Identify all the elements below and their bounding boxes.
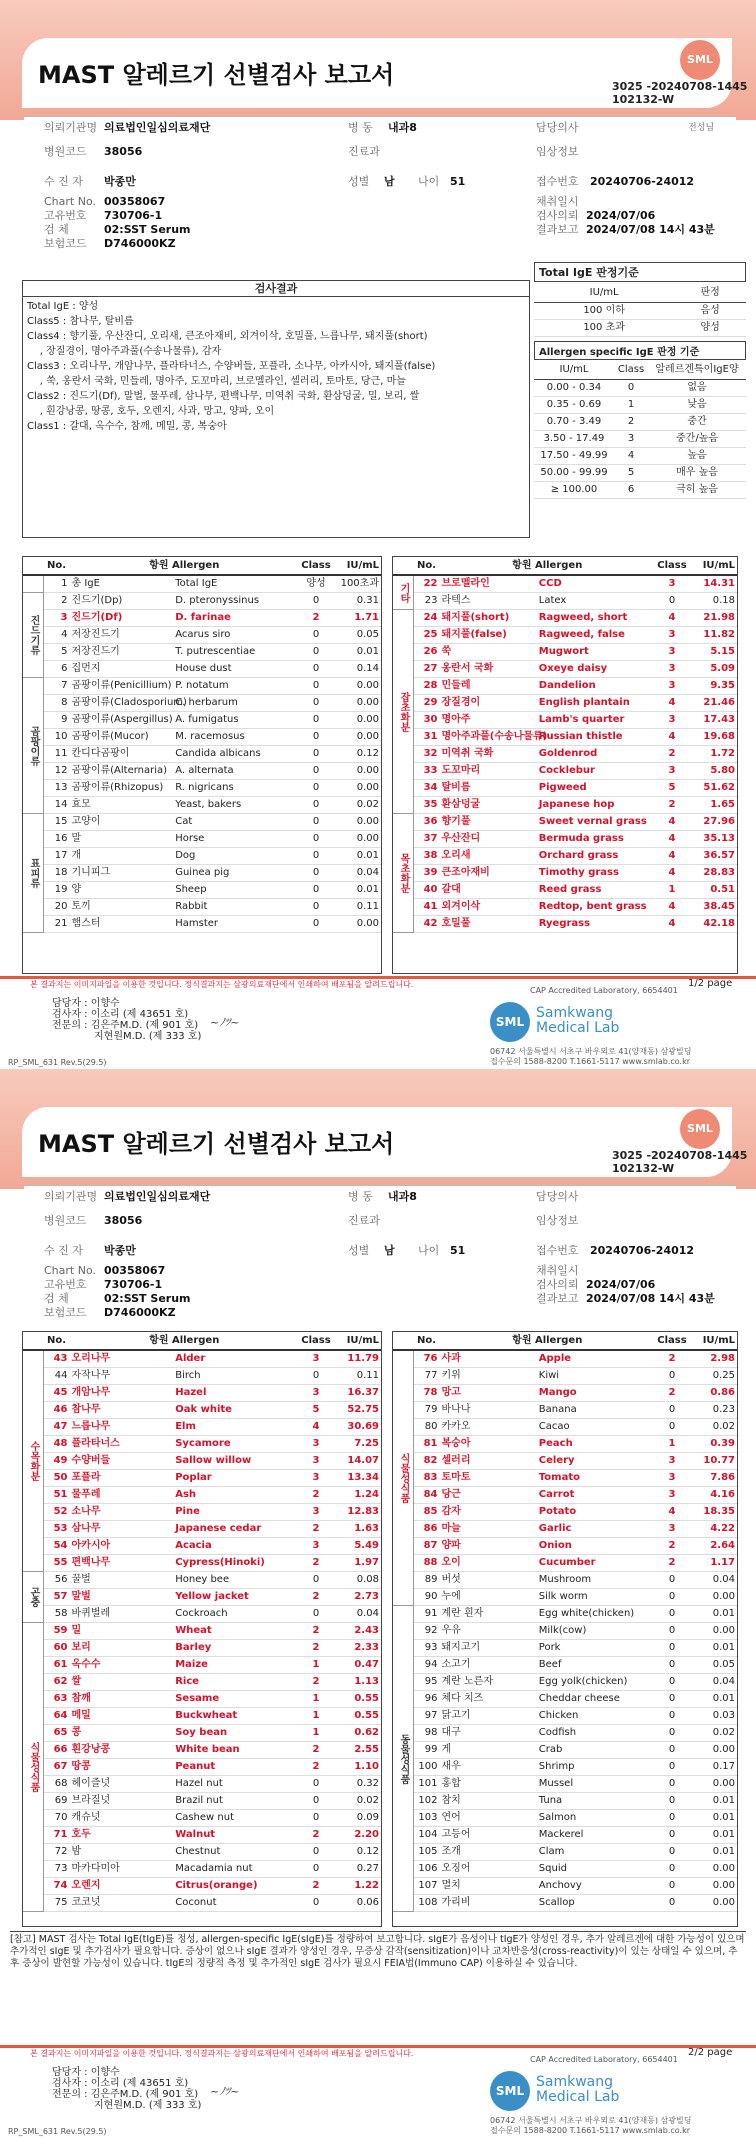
summary-line: Class4 : 향기풀, 우산잔디, 오리새, 큰조아재비, 외겨이삭, 호밀풀, 느릅나무, 돼지풀(short)	[27, 331, 428, 342]
allergen-row: 98 대구 Codfish 0 0.02	[393, 1725, 737, 1742]
allergen-row: 표피류 15 고양이 Cat 0 0.00	[23, 814, 381, 831]
allergen-row: 92 우유 Milk(cow) 0 0.00	[393, 1623, 737, 1640]
allergen-row: 65 콩 Soy bean 1 0.62	[23, 1725, 381, 1742]
allergen-row: 34 탈비름 Pigweed 5 51.62	[393, 780, 737, 797]
allergen-row: 46 참나무 Oak white 5 52.75	[23, 1402, 381, 1419]
institution: 의료법인일심의료재단	[104, 121, 211, 134]
allergen-row: 11 칸디다곰팡이 Candida albicans 0 0.12	[23, 746, 381, 763]
allergen-row: 97 닭고기 Chicken 0 0.03	[393, 1708, 737, 1725]
allergen-row: 81 복숭아 Peach 1 0.39	[393, 1436, 737, 1453]
allergen-row: 12 곰팡이류(Alternaria) A. alternata 0 0.00	[23, 763, 381, 780]
allergen-row: 55 편백나무 Cypress(Hinoki) 2 1.97	[23, 1555, 381, 1572]
allergen-row: 40 갈대 Reed grass 1 0.51	[393, 882, 737, 899]
allergen-row: 10 곰팡이류(Mucor) M. racemosus 0 0.00	[23, 729, 381, 746]
allergen-row: 72 밤 Chestnut 0 0.12	[23, 1844, 381, 1861]
allergen-row: 53 삼나무 Japanese cedar 2 1.63	[23, 1521, 381, 1538]
allergen-row: 33 도꼬마리 Cocklebur 3 5.80	[393, 763, 737, 780]
allergen-row: 74 오렌지 Citrus(orange) 2 1.22	[23, 1878, 381, 1895]
allergen-row: 58 바퀴벌레 Cockroach 0 0.04	[23, 1606, 381, 1623]
report-page-2: MAST 알레르기 선별검사 보고서 SML 3025 -20240708-1445 102132-W 의뢰기관명 의료법인일심의료재단 병 동 내과8 담당의사 병원코드 38056 진료과 임상정보 수 진 자 박종만 성별 남 나이 51 접수번호 20240706-24012 Chart No. 00358067 고유번호 730706-1 검 체 02:SST Serum 보험코드 D746000KZ 채취일시 검사의뢰 2024/07/06 결과보고 2024/07/08 14시 43분 No. 항원 Allergen Class IU/mL 수목화분 43 오리나무 Alder 3 11.79 44 자작나무 Birch 0 0.11 45 개암나무 Hazel 3 16.37 46 참나무 Oak white 5 52.75 47 느릅나무 Elm 4 30.69 48 플라타너스 Sycamore 3 7.25 49 수양버들 Sallow willow 3 14.07 50 포플라 Poplar 3 13.34 51 물푸레 Ash 2 1.24 52 소나무 Pine 3 12.83 53 삼나무 Japanese cedar 2 1.63 54 아카시아 Acacia 3 5.49 55 편백나무 Cypress(Hinoki) 2 1.97 곤충 56 꿀벌 Honey bee 0 0.08 57 말벌 Yellow jacket 2 2.73 58 바퀴벌레 Cockroach 0 0.04 식물성식품 59 밀 Wheat 2 2.43 60 보리 Barley 2 2.33 61 옥수수 Maize 1 0.47 62 쌀 Rice 2 1.13 63 참깨 Sesame 1 0.55 64 메밀 Buckwheat 1 0.55 65 콩 Soy bean 1 0.62 66 흰강낭콩 White bean 2 2.55 67 땅콩 Peanut 2 1.10 68 헤이즐넛 Hazel nut 0 0.32 69 브라질넛 Brazil nut 0 0.02 70 캐슈넛 Cashew nut 0 0.09 71 호두 Walnut 2 2.20 72 밤 Chestnut 0 0.12 73 마카다미아 Macadamia nut 0 0.27 74 오렌지 Citrus(orange) 2 1.22 75 코코넛 Coconut 0 0.06 No. 항원 Allergen Class IU/mL 식물성식품 76 사과 Apple 2 2.98 77 키위 Kiwi 0 0.25 78 망고 Mango 2 0.86 79 바나나 Banana 0 0.23 80 카카오 Cacao 0 0.02 81 복숭아 Peach 1 0.39 82 셀러리 Celery 3 10.77 83 토마토 Tomato 3 7.86 84 당근 Carrot 3 4.16 85 감자 Potato 4 18.35 86 마늘 Garlic 3 4.22 87 양파 Onion 2 2.64 88 오이 Cucumber 2 1.17 89 버섯 Mushroom 0 0.04 90 누에 Silk worm 0 0.00 동물성식품 91 계란 흰자 Egg white(chicken) 0 0.01 92 우유 Milk(cow) 0 0.00 93 돼지고기 Pork 0 0.01 94 소고기 Beef 0 0.05 95 계란 노른자 Egg yolk(chicken) 0 0.04 96 체다 치즈 Cheddar cheese 0 0.01 97 닭고기 Chicken 0 0.03 98 대구 Codfish 0 0.02 99 게 Crab 0 0.00 100 새우 Shrimp 0 0.17 101 홍합 Mussel 0 0.00 102 참치 Tuna 0 0.01 103 연어 Salmon 0 0.01 104 고등어 Mackerel 0 0.01 105 조개 Clam 0 0.01 106 오징어 Squid 0 0.00 107 멸치 Anchovy 0 0.00 108 가리비 Scallop 0 0.00 [참고] MAST 검사는 Total IgE(tIgE)를 정성, allergen-specific IgE(sIgE)를 정량하여 보고합니다. sIgE가 음성이나 tIgE가 양성인 경우, 추가 알레르겐에 대한 가능성이 있으며 추가적인 sIgE 및 추가검사가 필요합니다. 증상이 없으나 sIgE 결과가 양성인 경우, 무증상 감작(sensitization)이나 교차반응성(cross-reactivity)이 있는 상태일 수 있으며, 추후 증상이 발현할 가능성이 있습니다. tIgE의 정량적 측정 및 추가적인 sIgE 검사가 필요시 FEIA법(Immuno CAP) 이용하실 수 있습니다. 본 결과지는 이미지파일을 이용한 것입니다. 정식결과지는 삼광의료재단에서 인쇄하여 배포됨을 알려드립니다. CAP Accredited Laboratory, 6654401 2/2 page 담당자 : 이향수 검사자 : 이소리 (제 43651 호) 전문의 : 김은주M.D. (제 901 호) 지현원M.D. (제 333 호) ~ﾉﾂ~ SML Samkwang Medical Lab 06742 서울특별시 서초구 바우뫼로 41(양재동) 삼광빌딩 접수문의 1588-8200 T.1661-5117 www.smlab.co.kr RP_SML_631 Rev.5(29.5)	[0, 1069, 756, 2138]
allergen-row: 20 토끼 Rabbit 0 0.11	[23, 899, 381, 916]
allergen-row: 26 쑥 Mugwort 3 5.15	[393, 644, 737, 661]
allergen-row: 식물성식품 59 밀 Wheat 2 2.43	[23, 1623, 381, 1640]
allergen-row: 19 양 Sheep 0 0.01	[23, 882, 381, 899]
allergen-row: 6 집먼지 House dust 0 0.14	[23, 661, 381, 678]
allergen-row: 106 오징어 Squid 0 0.00	[393, 1861, 737, 1878]
allergen-table-right: No. 항원 Allergen Class IU/mL 기타 22 브로멜라인 CCD 3 14.31 23 라텍스 Latex 0 0.18 잡초화분 24 돼지풀(short) Ragweed, short 4 21.98 25 돼지풀(false) Ragweed, false 3 11.82 26 쑥 Mugwort 3 5.15 27 옹란서 국화 Oxeye daisy 3 5.09 28 민들레 Dandelion 3 9.35 29 장질경이 English plantain 4 21.46 30 명아주 Lamb's quarter 3 17.43 31 명아주과풀(수송나물류)Russian thistle 4 19.68 32 미역취 국화 Goldenrod 2 1.72 33 도꼬마리 Cocklebur 3 5.80 34 탈비름 Pigweed 5 51.62 35 환삼덩굴 Japanese hop 2 1.65 목초화분 36 향기풀 Sweet vernal grass 4 27.96 37 우산잔디 Bermuda grass 4 35.13 38 오리새 Orchard grass 4 36.57 39 큰조아재비 Timothy grass 4 28.83 40 갈대 Reed grass 1 0.51 41 외겨이삭 Redtop, bent grass 4 38.45 42 호밀풀 Ryegrass 4 42.18	[392, 556, 738, 974]
allergen-row: 71 호두 Walnut 2 2.20	[23, 1827, 381, 1844]
allergen-row: 30 명아주 Lamb's quarter 3 17.43	[393, 712, 737, 729]
criteria-row: 0.35 - 0.69 1 낮음	[534, 397, 746, 414]
allergen-row: 82 셀러리 Celery 3 10.77	[393, 1453, 737, 1470]
allergen-row: 62 쌀 Rice 2 1.13	[23, 1674, 381, 1691]
allergen-row: 85 감자 Potato 4 18.35	[393, 1504, 737, 1521]
allergen-row: 28 민들레 Dandelion 3 9.35	[393, 678, 737, 695]
allergen-row: 105 조개 Clam 0 0.01	[393, 1844, 737, 1861]
allergen-row: 목초화분 36 향기풀 Sweet vernal grass 4 27.96	[393, 814, 737, 831]
document-number: 3025 -20240708-1445 102132-W	[612, 80, 748, 106]
allergen-row: 37 우산잔디 Bermuda grass 4 35.13	[393, 831, 737, 848]
allergen-row: 진드기류 2 진드기(Dp) D. pteronyssinus 0 0.31	[23, 593, 381, 610]
allergen-row: 80 카카오 Cacao 0 0.02	[393, 1419, 737, 1436]
allergen-row: 60 보리 Barley 2 2.33	[23, 1640, 381, 1657]
allergen-row: 44 자작나무 Birch 0 0.11	[23, 1368, 381, 1385]
allergen-row: 75 코코넛 Coconut 0 0.06	[23, 1895, 381, 1912]
allergen-row: 5 저장진드기 T. putrescentiae 0 0.01	[23, 644, 381, 661]
allergen-row: 41 외겨이삭 Redtop, bent grass 4 38.45	[393, 899, 737, 916]
allergen-row: 42 호밀풀 Ryegrass 4 42.18	[393, 916, 737, 933]
allergen-row: 68 헤이즐넛 Hazel nut 0 0.32	[23, 1776, 381, 1793]
report-title: MAST 알레르기 선별검사 보고서	[38, 61, 395, 89]
report-title-2: MAST 알레르기 선별검사 보고서	[38, 1130, 395, 1158]
summary-line: Total IgE : 양성	[27, 301, 99, 312]
allergen-row: 108 가리비 Scallop 0 0.00	[393, 1895, 737, 1912]
page-footer: 본 결과지는 이미지파일을 이용한 것입니다. 정식결과지는 삼광의료재단에서 인쇄하여 배포됨을 알려드립니다. CAP Accredited Laboratory, 6654401 1/2 page 담당자 : 이향수 검사자 : 이소리 (제 43651 호) 전문의 : 김은주M.D. (제 901 호) 지현원M.D. (제 333 호) ~ﾉﾂ~ SML Samkwang Medical Lab 06742 서울특별시 서초구 바우뫼로 41(양재동) 삼광빌딩 접수문의 1588-8200 T.1661-5117 www.smlab.co.kr RP_SML_631 Rev.5(29.5)	[0, 976, 756, 979]
allergen-row: 곰팡이류 7 곰팡이류(Penicillium) P. notatum 0 0.00	[23, 678, 381, 695]
patient-name: 박종만	[104, 175, 136, 188]
allergen-row: 45 개암나무 Hazel 3 16.37	[23, 1385, 381, 1402]
criteria-row: 0.70 - 3.49 2 중간	[534, 414, 746, 431]
allergen-row: 77 키위 Kiwi 0 0.25	[393, 1368, 737, 1385]
criteria-row: 100 초과 양성	[534, 319, 746, 336]
criteria-row: 17.50 - 49.99 4 높음	[534, 448, 746, 465]
allergen-row: 79 바나나 Banana 0 0.23	[393, 1402, 737, 1419]
allergen-row: 3 진드기(Df) D. farinae 2 1.71	[23, 610, 381, 627]
allergen-row: 수목화분 43 오리나무 Alder 3 11.79	[23, 1350, 381, 1368]
allergen-row: 63 참깨 Sesame 1 0.55	[23, 1691, 381, 1708]
allergen-row: 4 저장진드기 Acarus siro 0 0.05	[23, 627, 381, 644]
allergen-row: 35 환삼덩굴 Japanese hop 2 1.65	[393, 797, 737, 814]
allergen-row: 86 마늘 Garlic 3 4.22	[393, 1521, 737, 1538]
allergen-row: 8 곰팡이류(Cladosporium)C. herbarum 0 0.00	[23, 695, 381, 712]
allergen-row: 13 곰팡이류(Rhizopus) R. nigricans 0 0.00	[23, 780, 381, 797]
summary-line: Class3 : 오리나무, 개암나무, 플라타너스, 수양버들, 포플라, 소나무, 아카시아, 돼지풀(false)	[27, 361, 436, 372]
allergen-row: 잡초화분 24 돼지풀(short) Ragweed, short 4 21.98	[393, 610, 737, 627]
allergen-row: 23 라텍스 Latex 0 0.18	[393, 593, 737, 610]
sml-logo-icon: SML	[680, 1109, 720, 1149]
allergen-row: 52 소나무 Pine 3 12.83	[23, 1504, 381, 1521]
allergen-row: 식물성식품 76 사과 Apple 2 2.98	[393, 1350, 737, 1368]
allergen-row: 84 당근 Carrot 3 4.16	[393, 1487, 737, 1504]
allergen-row: 48 플라타너스 Sycamore 3 7.25	[23, 1436, 381, 1453]
allergen-row: 95 계란 노른자 Egg yolk(chicken) 0 0.04	[393, 1674, 737, 1691]
allergen-row: 83 토마토 Tomato 3 7.86	[393, 1470, 737, 1487]
allergen-row: 39 큰조아재비 Timothy grass 4 28.83	[393, 865, 737, 882]
criteria-row: 0.00 - 0.34 0 없음	[534, 380, 746, 397]
allergen-row: 102 참치 Tuna 0 0.01	[393, 1793, 737, 1810]
summary-line: , 쑥, 옹란서 국화, 민들레, 명아주, 도꼬마리, 브로멜라인, 셀러리, 토마토, 당근, 마늘	[27, 376, 406, 387]
allergen-row: 103 연어 Salmon 0 0.01	[393, 1810, 737, 1827]
allergen-row: 49 수양버들 Sallow willow 3 14.07	[23, 1453, 381, 1470]
allergen-row: 69 브라질넛 Brazil nut 0 0.02	[23, 1793, 381, 1810]
criteria-row: 50.00 - 99.99 5 매우 높음	[534, 465, 746, 482]
reference-note: [참고] MAST 검사는 Total IgE(tIgE)를 정성, allergen-specific IgE(sIgE)를 정량하여 보고합니다. sIgE가 음성이나 tIgE가 양성인 경우, 추가 알레르겐에 대한 가능성이 있으며 추가적인 sIgE 및 추가검사가 필요합니다. 증상이 없으나 sIgE 결과가 양성인 경우, 무증상 감작(sensitization)이나 교차반응성(cross-reactivity)이 있는 상태일 수 있으며, 추후 증상이 발현할 가능성이 있습니다. tIgE의 정량적 측정 및 추가적인 sIgE 검사가 필요시 FEIA법(Immuno CAP) 이용하실 수 있습니다.	[10, 1931, 746, 1970]
allergen-table-left-2: No. 항원 Allergen Class IU/mL 수목화분 43 오리나무 Alder 3 11.79 44 자작나무 Birch 0 0.11 45 개암나무 Hazel 3 16.37 46 참나무 Oak white 5 52.75 47 느릅나무 Elm 4 30.69 48 플라타너스 Sycamore 3 7.25 49 수양버들 Sallow willow 3 14.07 50 포플라 Poplar 3 13.34 51 물푸레 Ash 2 1.24 52 소나무 Pine 3 12.83 53 삼나무 Japanese cedar 2 1.63 54 아카시아 Acacia 3 5.49 55 편백나무 Cypress(Hinoki) 2 1.97 곤충 56 꿀벌 Honey bee 0 0.08 57 말벌 Yellow jacket 2 2.73 58 바퀴벌레 Cockroach 0 0.04 식물성식품 59 밀 Wheat 2 2.43 60 보리 Barley 2 2.33 61 옥수수 Maize 1 0.47 62 쌀 Rice 2 1.13 63 참깨 Sesame 1 0.55 64 메밀 Buckwheat 1 0.55 65 콩 Soy bean 1 0.62 66 흰강낭콩 White bean 2 2.55 67 땅콩 Peanut 2 1.10 68 헤이즐넛 Hazel nut 0 0.32 69 브라질넛 Brazil nut 0 0.02 70 캐슈넛 Cashew nut 0 0.09 71 호두 Walnut 2 2.20 72 밤 Chestnut 0 0.12 73 마카다미아 Macadamia nut 0 0.27 74 오렌지 Citrus(orange) 2 1.22 75 코코넛 Coconut 0 0.06	[22, 1331, 382, 1927]
criteria-row: ≥ 100.00 6 극히 높음	[534, 482, 746, 499]
allergen-row: 17 개 Dog 0 0.01	[23, 848, 381, 865]
allergen-row: 29 장질경이 English plantain 4 21.46	[393, 695, 737, 712]
samkwang-logo-icon: SML	[490, 2071, 530, 2111]
patient-info-2: 의뢰기관명 의료법인일심의료재단 병 동 내과8 담당의사 병원코드 38056 진료과 임상정보 수 진 자 박종만 성별 남 나이 51 접수번호 20240706-24012 Chart No. 00358067 고유번호 730706-1 검 체 02:SST Serum 보험코드 D746000KZ 채취일시 검사의뢰 2024/07/06 결과보고 2024/07/08 14시 43분	[24, 1185, 736, 1325]
allergen-row: 64 메밀 Buckwheat 1 0.55	[23, 1708, 381, 1725]
allergen-row: 88 오이 Cucumber 2 1.17	[393, 1555, 737, 1572]
criteria-row: 3.50 - 17.49 3 중간/높음	[534, 431, 746, 448]
summary-line: Class5 : 참나무, 탈비름	[27, 316, 134, 327]
summary-line: Class2 : 진드기(Df), 말벌, 물푸레, 삼나무, 편백나무, 미역취 국화, 환삼덩굴, 밀, 보리, 쌀	[27, 391, 420, 402]
summary-line: Class1 : 갈대, 옥수수, 참깨, 메밀, 콩, 복숭아	[27, 421, 227, 432]
allergen-row: 107 멸치 Anchovy 0 0.00	[393, 1878, 737, 1895]
allergen-row: 25 돼지풀(false) Ragweed, false 3 11.82	[393, 627, 737, 644]
allergen-row: 31 명아주과풀(수송나물류)Russian thistle 4 19.68	[393, 729, 737, 746]
allergen-row: 38 오리새 Orchard grass 4 36.57	[393, 848, 737, 865]
allergen-row: 93 돼지고기 Pork 0 0.01	[393, 1640, 737, 1657]
sml-logo-icon: SML	[680, 40, 720, 80]
allergen-row: 101 홍합 Mussel 0 0.00	[393, 1776, 737, 1793]
allergen-row: 104 고등어 Mackerel 0 0.01	[393, 1827, 737, 1844]
signature-icon: ~ﾉﾂ~	[210, 2085, 240, 2098]
allergen-row: 100 새우 Shrimp 0 0.17	[393, 1759, 737, 1776]
signature-icon: ~ﾉﾂ~	[210, 1016, 240, 1029]
allergen-row: 78 망고 Mango 2 0.86	[393, 1385, 737, 1402]
patient-info: 의뢰기관명 의료법인일심의료재단 병 동 내과8 담당의사 전성님 병원코드 38056 진료과 임상정보 수 진 자 박종만 성별 남 나이 51 접수번호 20240706-24012 Chart No. 00358067 고유번호 730706-1 검 체 02:SST Serum 보험코드 D746000KZ 채취일시 검사의뢰 2024/07/06 결과보고 2024/07/08 14시 43분	[24, 116, 736, 256]
allergen-row: 27 옹란서 국화 Oxeye daisy 3 5.09	[393, 661, 737, 678]
allergen-row: 96 체다 치즈 Cheddar cheese 0 0.01	[393, 1691, 737, 1708]
allergen-row: 동물성식품 91 계란 흰자 Egg white(chicken) 0 0.01	[393, 1606, 737, 1623]
criteria-row: 100 이하 음성	[534, 302, 746, 319]
allergen-row: 16 말 Horse 0 0.00	[23, 831, 381, 848]
summary-line: , 장질경이, 명아주과풀(수송나물류), 감자	[27, 346, 222, 357]
allergen-row: 89 버섯 Mushroom 0 0.04	[393, 1572, 737, 1589]
allergen-row: 67 땅콩 Peanut 2 1.10	[23, 1759, 381, 1776]
criteria-panel: Total IgE 판정기준 IU/mL 판정 100 이하 음성 100 초과 양성 Allergen specific IgE 판정 기준 IU/mL Class 알레르겐특이IgE양 0.00 - 0.34 0 없음 0.35 - 0.69 1 낮음 0.70 - 3.49 2 중간 3.50 - 17.49 3 중간/높음 17.50 - 49.99 4 높음 50.00 - 99.99 5 매우 높음 ≥ 100.00 6 극히 높음	[534, 262, 746, 499]
allergen-row: 50 포플라 Poplar 3 13.34	[23, 1470, 381, 1487]
allergen-table-left: No. 항원 Allergen Class IU/mL 1 총 IgE Total IgE 양성 100초과 진드기류 2 진드기(Dp) D. pteronyssinus 0 0.31 3 진드기(Df) D. farinae 2 1.71 4 저장진드기 Acarus siro 0 0.05 5 저장진드기 T. putrescentiae 0 0.01 6 집먼지 House dust 0 0.14 곰팡이류 7 곰팡이류(Penicillium) P. notatum 0 0.00 8 곰팡이류(Cladosporium)C. herbarum 0 0.00 9 곰팡이류(Aspergillus) A. fumigatus 0 0.00 10 곰팡이류(Mucor) M. racemosus 0 0.00 11 칸디다곰팡이 Candida albicans 0 0.12 12 곰팡이류(Alternaria) A. alternata 0 0.00 13 곰팡이류(Rhizopus) R. nigricans 0 0.00 14 효모 Yeast, bakers 0 0.02 표피류 15 고양이 Cat 0 0.00 16 말 Horse 0 0.00 17 개 Dog 0 0.01 18 기니피그 Guinea pig 0 0.04 19 양 Sheep 0 0.01 20 토끼 Rabbit 0 0.11 21 햄스터 Hamster 0 0.00	[22, 556, 382, 974]
result-summary: 검사결과 Total IgE : 양성 Class5 : 참나무, 탈비름 Class4 : 향기풀, 우산잔디, 오리새, 큰조아재비, 외겨이삭, 호밀풀, 느릅나무, 돼지풀(short) , 장질경이, 명아주과풀(수송나물류), 감자 Class3 : 오리나무, 개암나무, 플라타너스, 수양버들, 포플라, 소나무, 아카시아, 돼지풀(false) , 쑥, 옹란서 국화, 민들레, 명아주, 도꼬마리, 브로멜라인, 셀러리, 토마토, 당근, 마늘 Class2 : 진드기(Df), 말벌, 물푸레, 삼나무, 편백나무, 미역취 국화, 환삼덩굴, 밀, 보리, 쌀 , 흰강낭콩, 땅콩, 호두, 오렌지, 사과, 망고, 양파, 오이 Class1 : 갈대, 옥수수, 참깨, 메밀, 콩, 복숭아	[22, 280, 530, 538]
allergen-row: 47 느릅나무 Elm 4 30.69	[23, 1419, 381, 1436]
allergen-row: 57 말벌 Yellow jacket 2 2.73	[23, 1589, 381, 1606]
allergen-row: 70 캐슈넛 Cashew nut 0 0.09	[23, 1810, 381, 1827]
allergen-row: 87 양파 Onion 2 2.64	[393, 1538, 737, 1555]
allergen-row: 18 기니피그 Guinea pig 0 0.04	[23, 865, 381, 882]
allergen-row: 14 효모 Yeast, bakers 0 0.02	[23, 797, 381, 814]
allergen-row: 51 물푸레 Ash 2 1.24	[23, 1487, 381, 1504]
allergen-row: 99 게 Crab 0 0.00	[393, 1742, 737, 1759]
allergen-row: 21 햄스터 Hamster 0 0.00	[23, 916, 381, 933]
allergen-row: 9 곰팡이류(Aspergillus) A. fumigatus 0 0.00	[23, 712, 381, 729]
allergen-row: 54 아카시아 Acacia 3 5.49	[23, 1538, 381, 1555]
allergen-row: 곤충 56 꿀벌 Honey bee 0 0.08	[23, 1572, 381, 1589]
allergen-row: 기타 22 브로멜라인 CCD 3 14.31	[393, 575, 737, 593]
summary-line: , 흰강낭콩, 땅콩, 호두, 오렌지, 사과, 망고, 양파, 오이	[27, 406, 275, 417]
allergen-row: 61 옥수수 Maize 1 0.47	[23, 1657, 381, 1674]
samkwang-logo-icon: SML	[490, 1002, 530, 1042]
allergen-row: 90 누에 Silk worm 0 0.00	[393, 1589, 737, 1606]
allergen-row: 1 총 IgE Total IgE 양성 100초과	[23, 575, 381, 593]
allergen-row: 66 흰강낭콩 White bean 2 2.55	[23, 1742, 381, 1759]
allergen-table-right-2: No. 항원 Allergen Class IU/mL 식물성식품 76 사과 Apple 2 2.98 77 키위 Kiwi 0 0.25 78 망고 Mango 2 0.86 79 바나나 Banana 0 0.23 80 카카오 Cacao 0 0.02 81 복숭아 Peach 1 0.39 82 셀러리 Celery 3 10.77 83 토마토 Tomato 3 7.86 84 당근 Carrot 3 4.16 85 감자 Potato 4 18.35 86 마늘 Garlic 3 4.22 87 양파 Onion 2 2.64 88 오이 Cucumber 2 1.17 89 버섯 Mushroom 0 0.04 90 누에 Silk worm 0 0.00 동물성식품 91 계란 흰자 Egg white(chicken) 0 0.01 92 우유 Milk(cow) 0 0.00 93 돼지고기 Pork 0 0.01 94 소고기 Beef 0 0.05 95 계란 노른자 Egg yolk(chicken) 0 0.04 96 체다 치즈 Cheddar cheese 0 0.01 97 닭고기 Chicken 0 0.03 98 대구 Codfish 0 0.02 99 게 Crab 0 0.00 100 새우 Shrimp 0 0.17 101 홍합 Mussel 0 0.00 102 참치 Tuna 0 0.01 103 연어 Salmon 0 0.01 104 고등어 Mackerel 0 0.01 105 조개 Clam 0 0.01 106 오징어 Squid 0 0.00 107 멸치 Anchovy 0 0.00 108 가리비 Scallop 0 0.00	[392, 1331, 738, 1927]
allergen-row: 73 마카다미아 Macadamia nut 0 0.27	[23, 1861, 381, 1878]
allergen-row: 94 소고기 Beef 0 0.05	[393, 1657, 737, 1674]
allergen-row: 32 미역취 국화 Goldenrod 2 1.72	[393, 746, 737, 763]
